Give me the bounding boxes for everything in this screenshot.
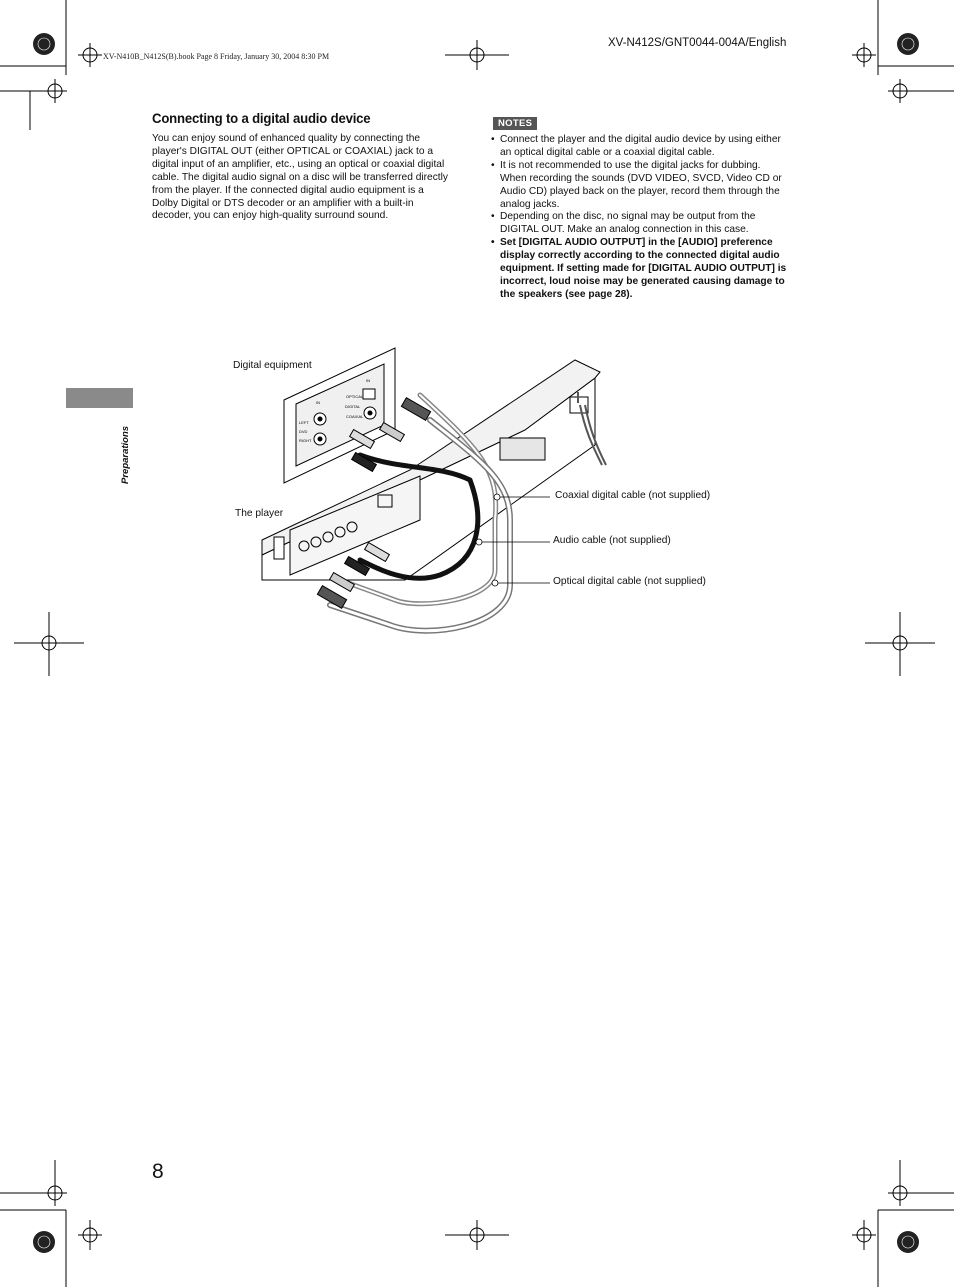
intro-line: player's DIGITAL OUT (either OPTICAL or COAXIAL) jack to a [152, 145, 434, 157]
note-line: • Connect the player and the digital audio device by using either [500, 134, 781, 145]
note-line: • Set [DIGITAL AUDIO OUTPUT] in the [AUDIO] preference [500, 237, 773, 249]
panel-left-label: LEFT [299, 420, 309, 425]
note-line: equipment. If setting made for [DIGITAL AUDIO OUTPUT] is [500, 263, 787, 275]
note-line: Audio CD) played back on the player, record them through the [500, 185, 780, 197]
section-title: Connecting to a digital audio device [152, 110, 371, 126]
note-line: • Depending on the disc, no signal may be output from the [500, 211, 756, 223]
coaxial-cable-label: Coaxial digital cable (not supplied) [555, 490, 711, 501]
note-item [491, 160, 811, 212]
intro-line: Dolby Digital or DTS decoder or an amplifier with a built-in [152, 197, 414, 209]
panel-coaxial-label: COAXIAL [346, 414, 364, 419]
intro-line: decoder, you can enjoy high-quality surround sound. [152, 210, 389, 222]
notes-badge: NOTES [493, 117, 537, 130]
section-tab [66, 388, 133, 408]
note-line: analog jacks. [500, 198, 560, 210]
panel-right-label: RIGHT [299, 438, 312, 443]
intro-line: You can enjoy sound of enhanced quality by connecting the [152, 133, 421, 144]
note-line: When recording the sounds (DVD VIDEO, SVCD, Video CD or [500, 172, 782, 184]
digital-equipment-label: Digital equipment [233, 360, 312, 371]
note-line: • It is not recommended to use the digital jacks for dubbing. [500, 159, 761, 171]
document-code: XV-N412S/GNT0044-004A/English [608, 37, 787, 49]
note-item [491, 211, 811, 237]
note-item [491, 134, 811, 160]
panel-in2-label: IN [366, 378, 370, 383]
audio-cable-label: Audio cable (not supplied) [553, 535, 671, 546]
intro-line: cable. The digital audio signal on a disc will be transferred directly [152, 171, 448, 183]
sidebar-section-label: Preparations [120, 425, 131, 484]
panel-digital-label: DIGITAL [345, 404, 361, 409]
optical-cable-label: Optical digital cable (not supplied) [553, 576, 706, 587]
note-line: display correctly according to the connected digital audio [500, 250, 780, 262]
panel-in-label: IN [316, 400, 320, 405]
panel-optical-label: OPTICAL [346, 394, 364, 399]
note-item-warning [491, 237, 811, 302]
intro-line: digital input of an amplifier, etc., using an optical or coaxial digital [152, 158, 445, 170]
book-info-header: XV-N410B_N412S(B).book Page 8 Friday, January 30, 2004 8:30 PM [103, 52, 330, 61]
note-line: the speakers (see page 28). [500, 288, 633, 300]
intro-paragraph [152, 133, 467, 223]
note-line: DIGITAL OUT. Make an analog connection in this case. [500, 224, 749, 236]
panel-dvd-label: DVD [299, 429, 308, 434]
page-number: 8 [152, 1160, 164, 1183]
note-line: incorrect, loud noise may be generated causing damage to [500, 275, 785, 287]
notes-list [491, 134, 811, 302]
player-label: The player [235, 508, 284, 519]
note-line: an optical digital cable or a coaxial digital cable. [500, 146, 715, 158]
intro-line: from the player. If the connected digital audio equipment is a [152, 184, 424, 196]
